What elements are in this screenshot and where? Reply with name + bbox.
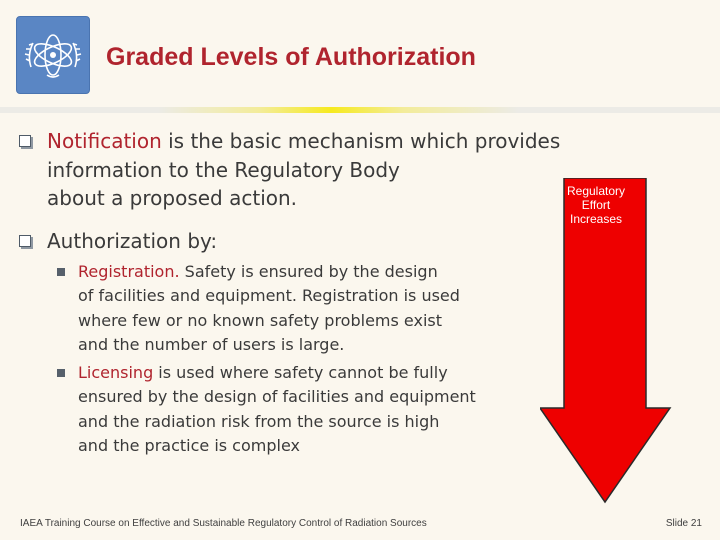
arrow-label bbox=[557, 184, 635, 226]
square-bullet-icon bbox=[57, 268, 65, 276]
highlight-term: Notification bbox=[47, 129, 162, 153]
bullet-line: where few or no known safety problems exist bbox=[78, 310, 443, 330]
bullet-notification bbox=[47, 127, 567, 213]
bullet-text: is used where safety cannot be fully bbox=[153, 363, 448, 382]
bullet-line: of facilities and equipment. Registration is used bbox=[78, 286, 460, 306]
bullet-text: is the basic mechanism which provides bbox=[161, 129, 561, 153]
arrow-label-line: Increases bbox=[569, 212, 623, 226]
page-title: Graded Levels of Authorization bbox=[106, 43, 476, 71]
bullet-line: and the number of users is large. bbox=[78, 334, 345, 354]
sub-bullet-registration bbox=[78, 260, 498, 357]
title-divider bbox=[0, 107, 720, 113]
footer-course: IAEA Training Course on Effective and Sustainable Regulatory Control of Radiation Sources bbox=[20, 518, 427, 529]
square-bullet-icon bbox=[57, 369, 65, 377]
highlight-term: Licensing bbox=[78, 363, 154, 382]
highlight-term: Registration. bbox=[78, 262, 180, 281]
bullet-line: and the radiation risk from the source is high bbox=[78, 411, 440, 431]
slide-number: Slide 21 bbox=[665, 518, 702, 529]
iaea-atom-logo-icon bbox=[16, 16, 90, 94]
bullet-line: ensured by the design of facilities and equipment bbox=[78, 387, 476, 407]
arrow-label-line: Effort bbox=[581, 198, 611, 212]
effort-arrow-icon bbox=[540, 178, 680, 510]
bullet-line bbox=[47, 127, 567, 156]
checkbox-bullet-icon bbox=[19, 235, 31, 247]
bullet-line: information to the Regulatory Body bbox=[47, 157, 400, 182]
bullet-line: about a proposed action. bbox=[47, 186, 298, 210]
bullet-line bbox=[78, 260, 498, 284]
bullet-text: Safety is ensured by the design bbox=[179, 262, 438, 281]
bullet-authorization: Authorization by: bbox=[47, 229, 218, 253]
arrow-label-line: Regulatory bbox=[566, 184, 626, 198]
checkbox-bullet-icon bbox=[19, 135, 31, 147]
sub-bullet-licensing bbox=[78, 361, 498, 458]
bullet-line: and the practice is complex bbox=[78, 435, 300, 455]
bullet-line bbox=[78, 361, 498, 385]
